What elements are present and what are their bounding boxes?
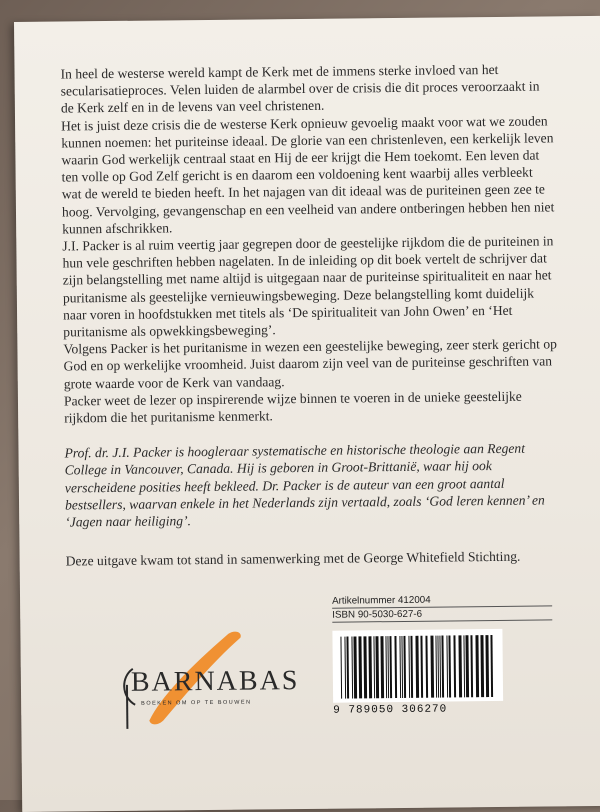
blurb-paragraph-5: Packer weet de lezer op inspirerende wijze binnen te voeren in de unieke geestelijke rijkdom die het puritanisme kenmerkt. — [64, 387, 558, 427]
barcode-bar — [420, 636, 423, 698]
barcode-bar — [351, 636, 353, 698]
blurb-text — [60, 60, 559, 570]
barcode-bar — [408, 636, 410, 698]
barcode-bar — [435, 636, 437, 698]
barcode-bar — [458, 635, 462, 697]
barcode-bar — [448, 635, 451, 697]
barcode-bar — [353, 636, 357, 698]
barcode-bar — [425, 636, 428, 698]
barcode-bar — [389, 636, 392, 698]
barcode-bars — [332, 629, 503, 703]
barcode-bar — [490, 635, 493, 697]
barcode-bar — [373, 636, 375, 698]
barcode-bar — [453, 635, 456, 697]
barcode-digits: 9 789050 306270 — [333, 703, 503, 717]
barcode — [332, 629, 503, 703]
barcode-bar — [463, 635, 465, 697]
barcode-bar — [375, 636, 379, 698]
barcode-bar — [437, 636, 439, 698]
book-back-cover — [14, 16, 600, 812]
author-bio: Prof. dr. J.I. Packer is hoogleraar systematische en historische theologie aan Regent College in Vancouver, Canada. Hij is geboren in Groot-Brittanië, waar hij ook verscheidene posities heeft bekleed. Dr. Packer is de auteur van een groot aantal bestsellers, waarvan enkele in het Nederlands zijn vertaald, zoals ‘God leren kennen’ en ‘Jagen naar heiliging’. — [64, 440, 559, 531]
publisher-logo — [90, 623, 301, 735]
barcode-bar — [465, 635, 469, 697]
barcode-bar — [387, 636, 389, 698]
barcode-bar — [346, 637, 349, 699]
barcode-bar — [358, 636, 362, 698]
barcode-bar — [380, 636, 384, 698]
barcode-bar — [368, 636, 372, 698]
barcode-bar — [470, 635, 473, 697]
cooperation-note: Deze uitgave kwam tot stand in samenwerking met de George Whitefield Stichting. — [66, 548, 560, 570]
barcode-bar — [340, 637, 342, 699]
barcode-bar — [485, 635, 489, 697]
blurb-paragraph-3: J.I. Packer is al ruim veertig jaar gegrepen door de geestelijke rijkdom die de puriteinen in hun vele geschriften hebben nagelaten. In de inleiding op dit boek vertelt de schrijver dat zijn belangstelling met name altijd is uitgegaan naar de puriteinse spiritualiteit en naar het puritanisme als geestelijke vernieuwingsbeweging. Deze belangstelling komt duidelijk naar voren in hoofdstukken met titels als ‘De spiritualiteit van John Owen’ en ‘Het puritanisme als opwekkingsbeweging’. — [62, 232, 557, 340]
logo-tagline: BOEKEN OM OP TE BOUWEN — [141, 700, 251, 707]
article-number: Artikelnummer 412004 — [332, 592, 552, 608]
blurb-paragraph-1: In heel de westerse wereld kampt de Kerk met de immens sterke invloed van het secularisatieproces. Velen luiden de alarmbel over de crisis die dit proces veroorzaakt in de Kerk zelf en in de levens van veel christenen. — [60, 60, 555, 117]
barcode-bar — [430, 636, 434, 698]
blurb-paragraph-2: Het is juist deze crisis die de westerse Kerk opnieuw gevoelig maakt voor wat we zouden kunnen noemen: het puriteinse ideaal. De glorie van een christenleven, een kerkelijk leven waarin God werkelijk centraal staat en Hij de eer krijgt die Hem toekomt. Een leven dat ten volle op God Zelf gericht is en daarom een voldoening kent waarbij alles verbleekt wat de wereld te bieden heeft. In het najagen van dit ideaal was de puriteinen geen zee te hoog. Vervolging, gevangenschap en een veelheid van andere ontberingen hebben hen niet kunnen afschrikken. — [61, 112, 556, 238]
barcode-bar — [344, 637, 346, 699]
barcode-bar — [480, 635, 484, 697]
barcode-bar — [363, 636, 367, 698]
isbn: ISBN 90-5030-627-6 — [332, 606, 552, 622]
barcode-bar — [415, 636, 419, 698]
barcode-bar — [394, 636, 397, 698]
barcode-bar — [410, 636, 413, 698]
product-info — [332, 592, 552, 622]
barcode-bar — [403, 636, 406, 698]
barcode-bar — [441, 636, 444, 698]
barcode-bar — [439, 636, 441, 698]
blurb-paragraph-4: Volgens Packer is het puritanisme in wezen een geestelijke beweging, zeer sterk gericht op God en op werkelijke vroomheid. Juist daarom zijn veel van de puriteinse geschriften van grote waarde voor de Kerk van vandaag. — [63, 336, 558, 393]
barcode-bar — [401, 636, 403, 698]
barcode-bar — [385, 636, 387, 698]
logo-wordmark: BARNABAS — [131, 665, 300, 699]
barcode-bar — [399, 636, 401, 698]
barcode-bar — [446, 635, 448, 697]
barcode-bar — [475, 635, 479, 697]
